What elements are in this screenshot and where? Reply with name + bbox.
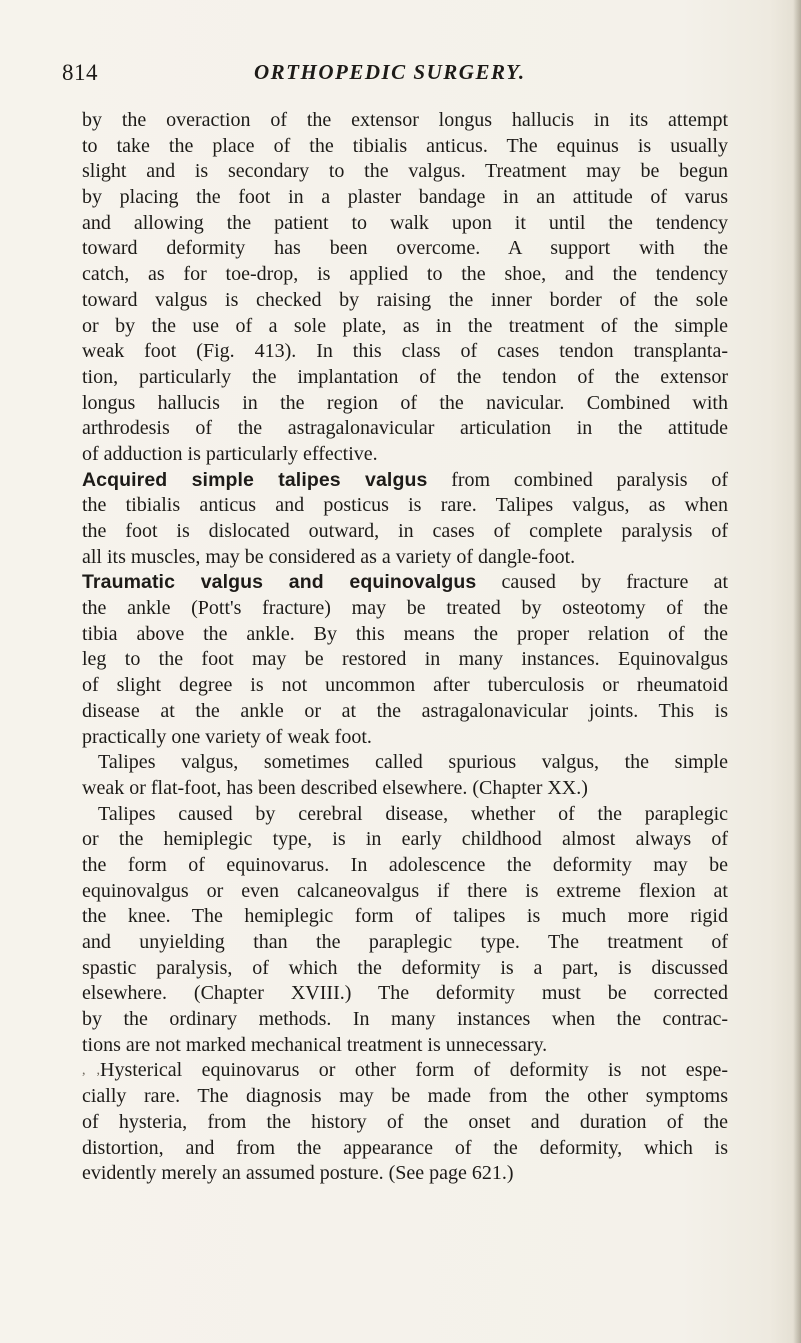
stray-print-mark: , ,: [82, 1063, 100, 1079]
body-text: [82, 108, 728, 1187]
text-line: Talipes caused by cerebral disease, whether of the paraplegic: [98, 802, 728, 825]
text-line: caused by fracture at: [501, 571, 729, 594]
running-head: ORTHOPEDIC SURGERY.: [254, 60, 526, 84]
text-line: of slight degree is not uncommon after tuberculosis or rheumatoid: [82, 674, 728, 697]
text-line: distortion, and from the appearance of the deformity, which is: [82, 1136, 728, 1159]
text-line: cially rare. The diagnosis may be made from the other symptoms: [82, 1085, 728, 1108]
text-line: weak or flat-foot, has been described elsewhere. (Chapter XX.): [82, 776, 588, 799]
text-line: disease at the ankle or at the astragalonavicular joints. This is: [82, 699, 728, 722]
text-line: of adduction is particularly effective.: [82, 442, 378, 465]
text-line: arthrodesis of the astragalonavicular articulation in the attitude: [82, 417, 728, 440]
text-line: elsewhere. (Chapter XVIII.) The deformity must be corrected: [82, 982, 728, 1005]
page-number: 814: [62, 60, 98, 85]
text-line: by the ordinary methods. In many instances when the contrac-: [82, 1008, 728, 1031]
text-line: from combined paralysis of: [451, 468, 729, 491]
text-line: practically one variety of weak foot.: [82, 725, 372, 748]
paragraph-acquired-valgus-first-line: [82, 468, 728, 494]
text-line: the tibialis anticus and posticus is rare. Talipes valgus, as when: [82, 494, 728, 517]
text-line: or by the use of a sole plate, as in the treatment of the simple: [82, 314, 728, 337]
text-line: the knee. The hemiplegic form of talipes is much more rigid: [82, 905, 728, 928]
text-line: of hysteria, from the history of the onset and duration of the: [82, 1110, 728, 1133]
paragraph-traumatic-valgus-first-line: [82, 570, 728, 596]
text-line: by placing the foot in a plaster bandage in an attitude of varus: [82, 186, 728, 209]
text-line: tion, particularly the implantation of the tendon of the extensor: [82, 365, 728, 388]
text-line: spastic paralysis, of which the deformity is a part, is discussed: [82, 956, 728, 979]
text-line: evidently merely an assumed posture. (See page 621.): [82, 1162, 514, 1185]
text-line: catch, as for toe-drop, is applied to the shoe, and the tendency: [82, 263, 728, 286]
traumatic-valgus-heading: Traumatic valgus and equinovalgus: [82, 571, 477, 594]
text-line: all its muscles, may be considered as a variety of dangle-foot.: [82, 545, 576, 568]
text-line: toward valgus is checked by raising the inner border of the sole: [82, 288, 728, 311]
text-line: slight and is secondary to the valgus. Treatment may be begun: [82, 160, 728, 183]
page-header: [62, 52, 722, 86]
text-line: the ankle (Pott's fracture) may be treated by osteotomy of the: [82, 597, 728, 620]
text-line: leg to the foot may be restored in many instances. Equinovalgus: [82, 648, 728, 671]
text-line: toward deformity has been overcome. A support with the: [82, 237, 728, 260]
text-line: equinovalgus or even calcaneovalgus if there is extreme flexion at: [82, 879, 728, 902]
text-line: Hysterical equinovarus or other form of deformity is not espe-: [100, 1059, 728, 1082]
text-line: the foot is dislocated outward, in cases of complete paralysis of: [82, 520, 728, 542]
text-line: the form of equinovarus. In adolescence the deformity may be: [82, 853, 728, 876]
paragraph-hysterical-first-line: [82, 1058, 728, 1084]
page-edge-shadow: [793, 0, 801, 1343]
text-line: tibia above the ankle. By this means the proper relation of the: [82, 622, 728, 645]
acquired-valgus-heading: Acquired simple talipes valgus: [82, 468, 428, 491]
text-line: by the overaction of the extensor longus hallucis in its attempt: [82, 109, 728, 131]
text-line: or the hemiplegic type, is in early childhood almost always of: [82, 828, 728, 851]
text-line: longus hallucis in the region of the navicular. Combined with: [82, 391, 728, 414]
text-line: and unyielding than the paraplegic type. The treatment of: [82, 931, 728, 953]
text-line: and allowing the patient to walk upon it until the tendency: [82, 211, 728, 234]
text-line: weak foot (Fig. 413). In this class of cases tendon transplanta-: [82, 340, 728, 363]
text-line: tions are not marked mechanical treatment is unnecessary.: [82, 1033, 548, 1056]
text-line: to take the place of the tibialis anticus. The equinus is usually: [82, 134, 728, 157]
text-line: Talipes valgus, sometimes called spurious valgus, the simple: [98, 751, 728, 774]
